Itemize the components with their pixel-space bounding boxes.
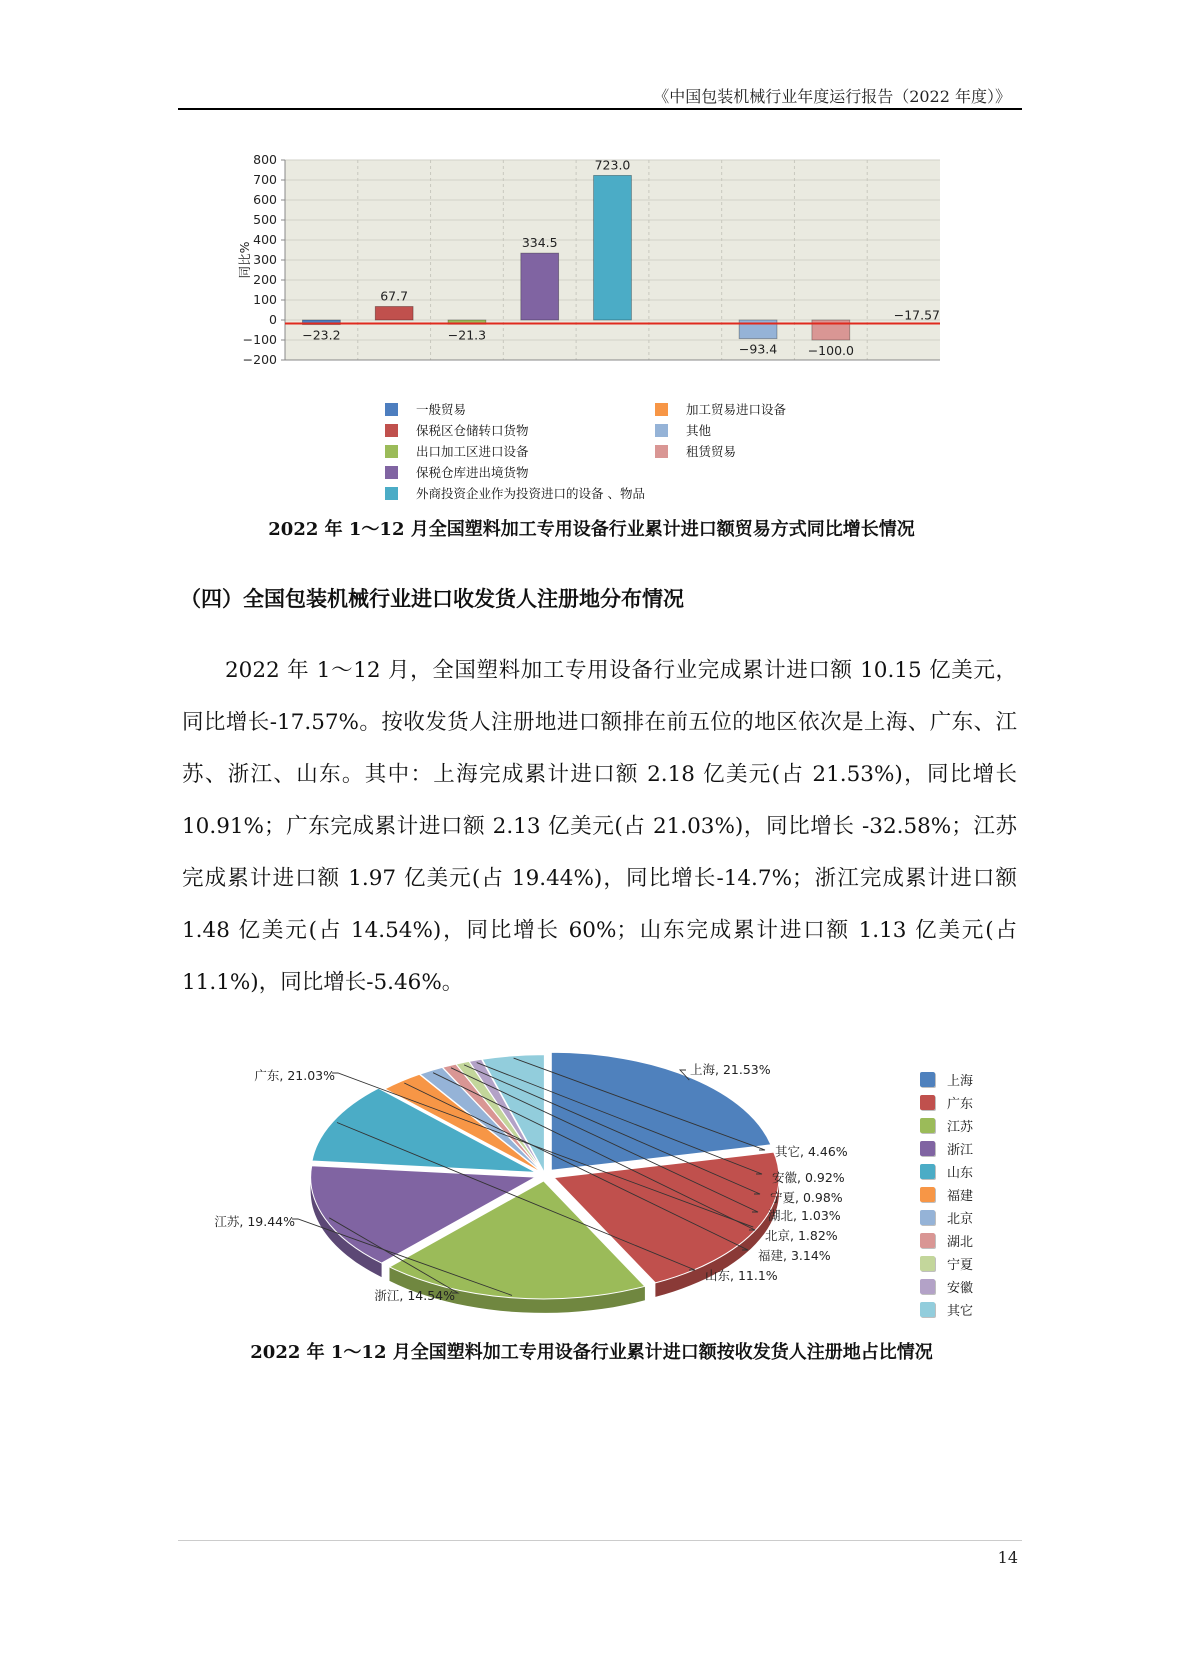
legend-item (655, 421, 711, 439)
pie-legend-swatch (920, 1072, 935, 1087)
y-tick-label: −100 (242, 332, 277, 347)
pie-legend-label: 其它 (947, 1304, 974, 1319)
pie-legend-item (920, 1068, 1000, 1091)
y-tick-label: 400 (253, 232, 277, 247)
pie-legend-item (920, 1114, 1000, 1137)
bar-value-label: −93.4 (738, 341, 778, 357)
pie-legend-label: 安徽 (947, 1281, 974, 1296)
pie-slice-label: 山东, 11.1% (705, 1268, 778, 1283)
pie-slice-label: 北京, 1.82% (765, 1228, 838, 1243)
y-tick-label: 700 (253, 172, 277, 187)
legend-label: 加工贸易进口设备 (686, 402, 787, 417)
y-tick-label: 300 (253, 252, 277, 267)
pie-legend-swatch (920, 1141, 935, 1156)
body-paragraph: 2022 年 1～12 月，全国塑料加工专用设备行业完成累计进口额 10.15 亿美元，同比增长-17.57%。按收发货人注册地进口额排在前五位的地区依次是上海、广东、江苏、浙江、山东。其中：上海完成累计进口额 2.18 亿美元(占 21.53%)，同比增长 10.91%；广东完成累计进口额 2.13 亿美元(占 21.03%)，同比增长 -32.58%；江苏完成累计进口额 1.97 亿美元(占 19.44%)，同比增长-14.7%；浙江完成累计进口额 1.48 亿美元(占 14.54%)，同比增长 60%；山东完成累计进口额 1.13 亿美元(占 11.1%)，同比增长-5.46%。 (182, 658, 1017, 995)
bar-value-label: −21.3 (447, 327, 487, 343)
pie-legend-swatch (920, 1210, 935, 1225)
pie-slice-label: 江苏, 19.44% (214, 1214, 295, 1229)
pie-slice-label: 安徽, 0.92% (772, 1170, 845, 1185)
pie-legend-swatch (920, 1233, 935, 1248)
pie-legend-item (920, 1275, 1000, 1298)
pie-legend-label: 上海 (947, 1074, 974, 1089)
legend-swatch (385, 466, 398, 479)
y-tick-label: 0 (269, 312, 277, 327)
pie-legend-label: 湖北 (947, 1235, 974, 1250)
legend-item (385, 463, 529, 481)
pie-slice-label: 湖北, 1.03% (768, 1208, 841, 1223)
pie-legend-label: 福建 (947, 1189, 974, 1204)
y-tick-label: −200 (242, 352, 277, 367)
pie-legend-label: 宁夏 (947, 1258, 974, 1273)
bar-chart-svg (235, 152, 965, 380)
pie-legend-label: 江苏 (947, 1120, 974, 1135)
bar-chart-caption: 2022 年 1～12 月全国塑料加工专用设备行业累计进口额贸易方式同比增长情况 (268, 519, 915, 540)
pie-legend-label: 广东 (947, 1097, 974, 1112)
header-rule (178, 108, 1022, 110)
pie-slice-label: 其它, 4.46% (775, 1144, 848, 1159)
y-tick-label: 600 (253, 192, 277, 207)
pie-legend-swatch (920, 1279, 935, 1294)
bar (594, 175, 632, 320)
legend-item (655, 442, 736, 460)
pie-legend-swatch (920, 1095, 935, 1110)
legend-item (385, 421, 529, 439)
pie-legend-label: 北京 (947, 1212, 974, 1227)
legend-label: 保税仓库进出境货物 (416, 465, 529, 480)
footer-rule (178, 1540, 1022, 1541)
pie-legend-item (920, 1206, 1000, 1229)
legend-swatch (385, 424, 398, 437)
bar-value-label: −23.2 (302, 327, 341, 343)
bar-value-label: −100.0 (807, 343, 854, 358)
legend-item (385, 484, 645, 502)
legend-label: 租赁贸易 (686, 444, 737, 459)
pie-legend-swatch (920, 1118, 935, 1133)
y-tick-label: 200 (253, 272, 277, 287)
pie-legend-item (920, 1183, 1000, 1206)
legend-swatch (385, 445, 398, 458)
pie-legend-item (920, 1160, 1000, 1183)
pie-slice-label: 上海, 21.53% (690, 1062, 771, 1077)
y-tick-label: 100 (253, 292, 277, 307)
legend-label: 其他 (686, 423, 712, 438)
legend-swatch (385, 487, 398, 500)
pie-legend-swatch (920, 1302, 935, 1317)
y-tick-label: 800 (253, 152, 277, 167)
pie-legend-swatch (920, 1164, 935, 1179)
pie-slice-label: 福建, 3.14% (758, 1248, 831, 1263)
pie-legend-item (920, 1137, 1000, 1160)
y-axis-label: 同比% (237, 241, 252, 279)
pie-chart-svg (200, 1040, 1000, 1340)
bar (521, 253, 559, 320)
page-number: 14 (997, 1548, 1018, 1567)
pie-legend-item (920, 1091, 1000, 1114)
pie-chart-legend (920, 1068, 1000, 1321)
pie-slice-label: 浙江, 14.54% (374, 1288, 455, 1303)
legend-swatch (385, 403, 398, 416)
bar-value-label: 67.7 (380, 288, 409, 304)
bar-chart-legend (385, 400, 985, 510)
legend-label: 出口加工区进口设备 (416, 444, 529, 459)
legend-swatch (655, 424, 668, 437)
legend-swatch (655, 403, 668, 416)
reference-line-label: −17.57 (893, 307, 940, 323)
pie-legend-label: 浙江 (947, 1143, 974, 1158)
bar (375, 306, 413, 320)
pie-chart-caption: 2022 年 1～12 月全国塑料加工专用设备行业累计进口额按收发货人注册地占比情况 (250, 1342, 933, 1363)
pie-slice-label: 宁夏, 0.98% (770, 1190, 843, 1205)
legend-item (385, 442, 529, 460)
legend-label: 外商投资企业作为投资进口的设备 、物品 (416, 486, 645, 501)
legend-item (385, 400, 466, 418)
legend-label: 保税区仓储转口货物 (416, 423, 529, 438)
y-tick-label: 500 (253, 212, 277, 227)
pie-legend-item (920, 1252, 1000, 1275)
legend-label: 一般贸易 (416, 402, 467, 417)
running-header: 《中国包装机械行业年度运行报告（2022 年度）》 (653, 87, 1011, 106)
bar-value-label: 334.5 (521, 235, 558, 251)
pie-legend-item (920, 1229, 1000, 1252)
section-title: （四）全国包装机械行业进口收发货人注册地分布情况 (180, 586, 684, 611)
pie-legend-label: 山东 (947, 1166, 974, 1181)
pie-legend-swatch (920, 1256, 935, 1271)
pie-legend-swatch (920, 1187, 935, 1202)
legend-swatch (655, 445, 668, 458)
pie-chart (200, 1040, 1000, 1340)
bar-value-label: 723.0 (594, 157, 631, 173)
pie-slice-label: 广东, 21.03% (254, 1068, 335, 1083)
pie-legend-item (920, 1298, 1000, 1321)
legend-item (655, 400, 786, 418)
